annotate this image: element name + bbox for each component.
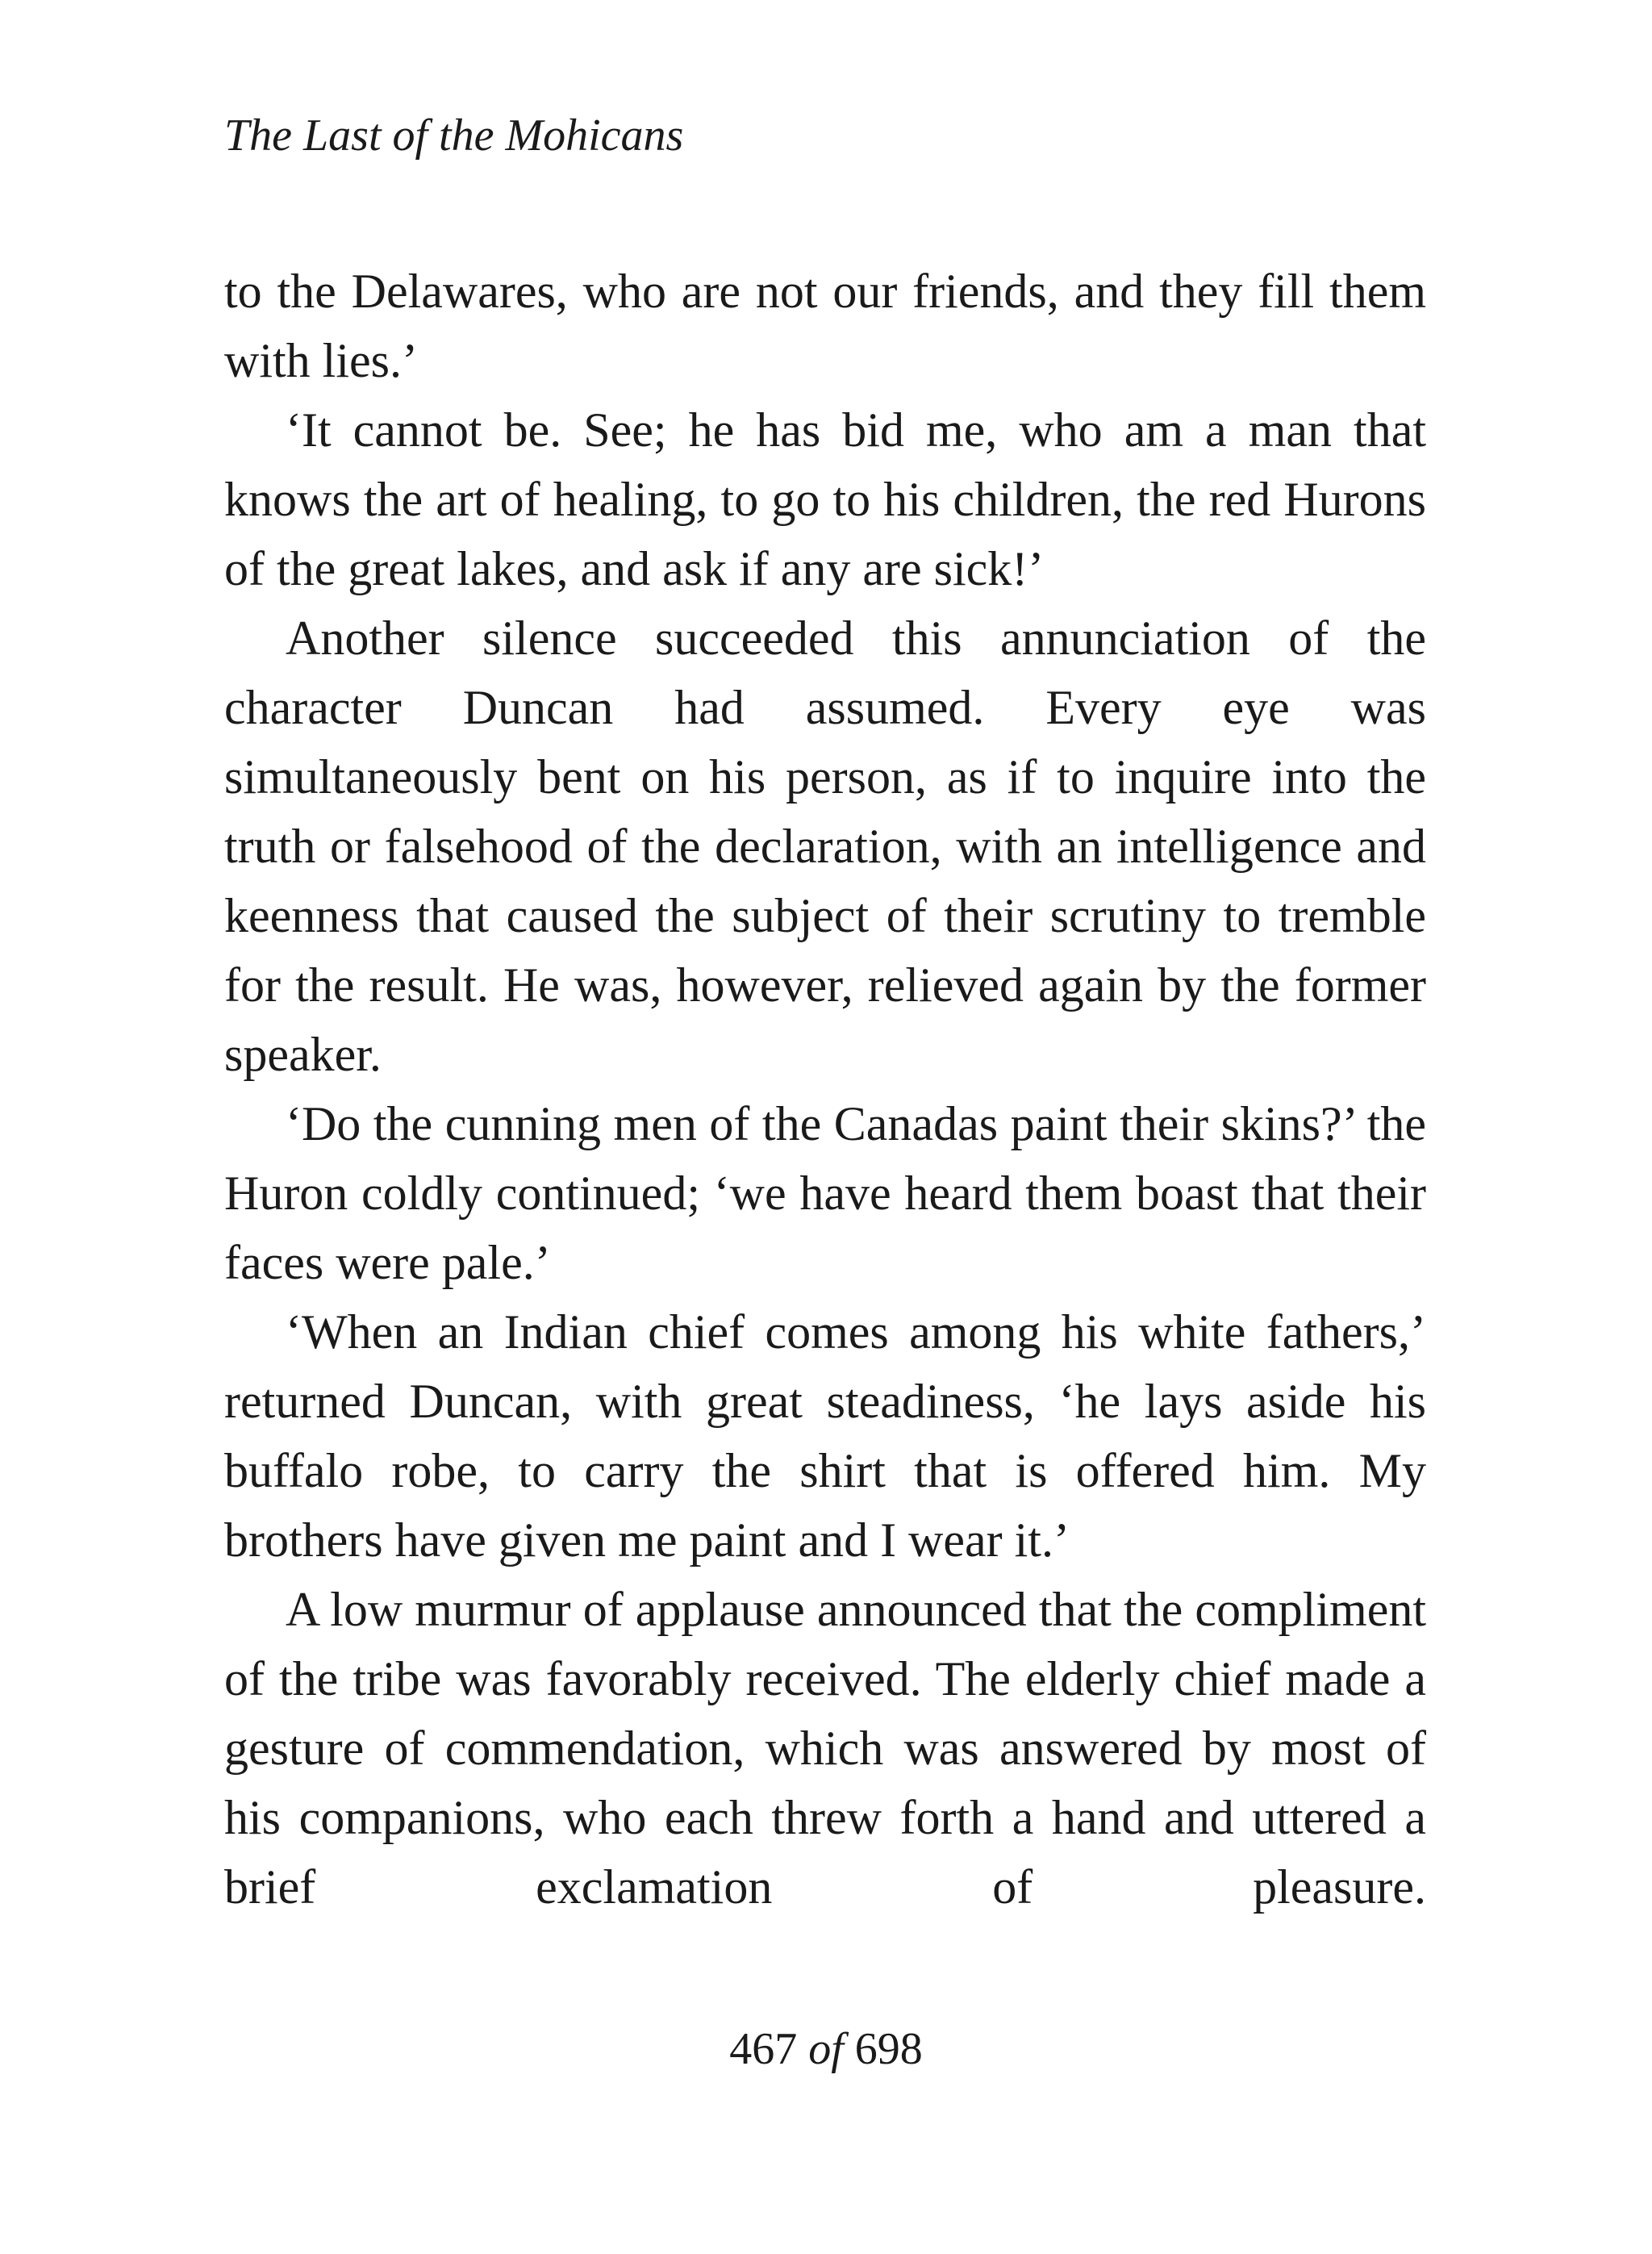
body-text bbox=[224, 257, 1426, 1922]
paragraph: ‘Do the cunning men of the Canadas paint their skins?’ the Huron coldly continued; ‘we have heard them boast that their faces were pale.’ bbox=[224, 1097, 1426, 1289]
page-total: 698 bbox=[854, 2024, 923, 2074]
paragraph: ‘It cannot be. See; he has bid me, who am a man that knows the art of healing, to go to his children, the red Hurons of the great lakes, and ask if any are sick!’ bbox=[224, 403, 1426, 595]
page-of-label: of bbox=[808, 2024, 844, 2074]
page-current: 467 bbox=[729, 2024, 798, 2074]
paragraph: to the Delawares, who are not our friends, and they fill them with lies.’ bbox=[224, 265, 1426, 387]
paragraph: A low murmur of applause announced that the compliment of the tribe was favorably received. The elderly chief made a gesture of commendation, which was answered by most of his companions, who each threw forth a hand and uttered a brief exclamation of pleasure. bbox=[224, 1583, 1426, 1914]
running-head-title: The Last of the Mohicans bbox=[224, 111, 684, 161]
paragraph: Another silence succeeded this annunciation of the character Duncan had assumed. Every eye was simultaneously bent on his person, as if to inquire into the truth or falsehood of the declaration, with an intelligence and keenness that caused the subject of their scrutiny to tremble for the result. He was, however, relieved again by the former speaker. bbox=[224, 612, 1426, 1081]
paragraph: ‘When an Indian chief comes among his white fathers,’ returned Duncan, with great steadiness, ‘he lays aside his buffalo robe, to carry the shirt that is offered him. My brothers have given me paint and I wear it.’ bbox=[224, 1305, 1426, 1567]
page-number bbox=[0, 2017, 1652, 2081]
